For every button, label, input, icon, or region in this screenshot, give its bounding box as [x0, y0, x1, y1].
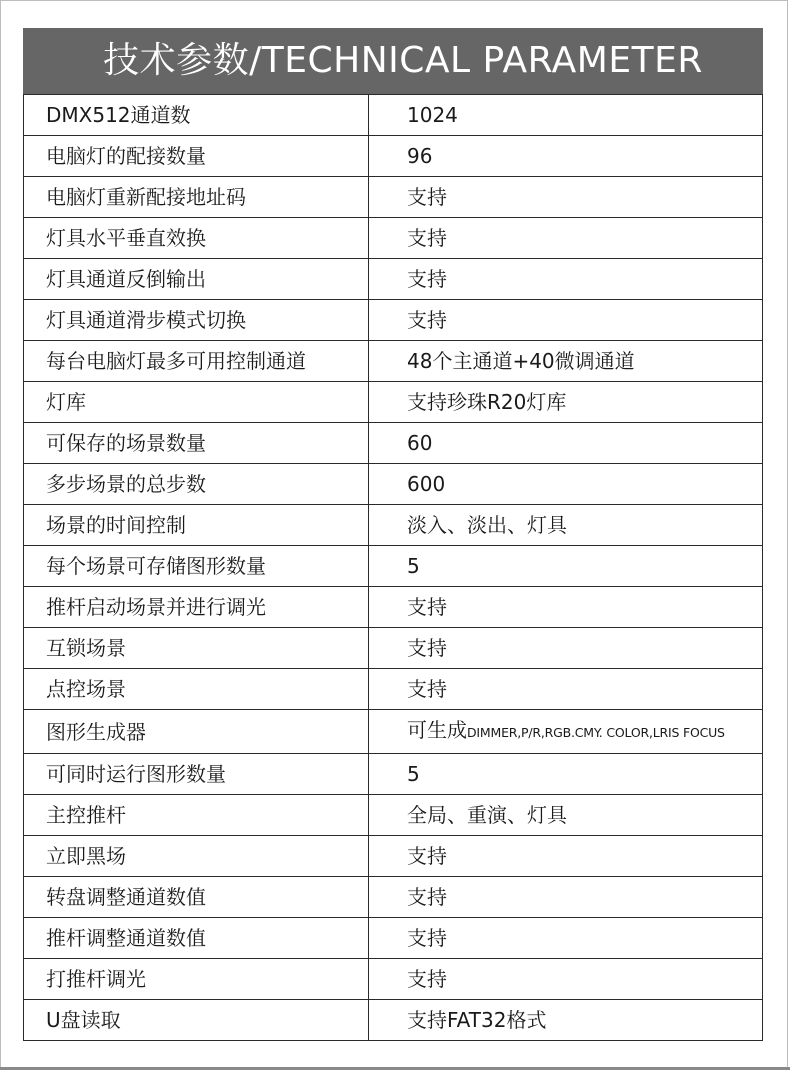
param-value: 支持: [369, 587, 763, 628]
table-row: [24, 505, 763, 546]
param-value: 5: [369, 754, 763, 795]
param-name: 点控场景: [24, 669, 369, 710]
param-name: 互锁场景: [24, 628, 369, 669]
param-value: 支持珍珠R20灯库: [369, 382, 763, 423]
table-row: [24, 136, 763, 177]
param-name: 主控推杆: [24, 795, 369, 836]
param-name: 灯库: [24, 382, 369, 423]
param-name: 推杆调整通道数值: [24, 918, 369, 959]
table-row: [24, 918, 763, 959]
param-name: 电脑灯的配接数量: [24, 136, 369, 177]
param-value: 48个主通道+40微调通道: [369, 341, 763, 382]
table-row: [24, 341, 763, 382]
table-row: [24, 1000, 763, 1041]
table-row: [24, 95, 763, 136]
param-name: 电脑灯重新配接地址码: [24, 177, 369, 218]
table-row: [24, 710, 763, 754]
param-name: 每个场景可存储图形数量: [24, 546, 369, 587]
param-name: 立即黑场: [24, 836, 369, 877]
table-row: [24, 669, 763, 710]
table-row: [24, 836, 763, 877]
table-row: [24, 587, 763, 628]
param-value: 支持: [369, 628, 763, 669]
table-row: [24, 546, 763, 587]
param-value-main: 可生成: [407, 718, 467, 742]
param-value: [369, 710, 763, 754]
param-name: 可同时运行图形数量: [24, 754, 369, 795]
param-name: 图形生成器: [24, 710, 369, 754]
param-name: 打推杆调光: [24, 959, 369, 1000]
table-row: [24, 177, 763, 218]
param-name: 场景的时间控制: [24, 505, 369, 546]
param-name: 多步场景的总步数: [24, 464, 369, 505]
param-value: 60: [369, 423, 763, 464]
param-value-detail: DIMMER,P/R,RGB.CMY. COLOR,LRIS FOCUS: [467, 725, 725, 740]
param-value: 支持: [369, 959, 763, 1000]
table-row: [24, 464, 763, 505]
param-name: 灯具水平垂直效换: [24, 218, 369, 259]
table-row: [24, 218, 763, 259]
param-value: 支持: [369, 177, 763, 218]
param-name: 灯具通道反倒输出: [24, 259, 369, 300]
param-value: 支持: [369, 877, 763, 918]
table-row: [24, 795, 763, 836]
param-name: 每台电脑灯最多可用控制通道: [24, 341, 369, 382]
param-name: 可保存的场景数量: [24, 423, 369, 464]
param-value: 支持: [369, 300, 763, 341]
param-name: U盘读取: [24, 1000, 369, 1041]
param-value: 全局、重演、灯具: [369, 795, 763, 836]
param-value: 支持: [369, 669, 763, 710]
table-row: [24, 754, 763, 795]
param-value: 支持: [369, 918, 763, 959]
param-value: 支持FAT32格式: [369, 1000, 763, 1041]
param-value: 5: [369, 546, 763, 587]
param-name: DMX512通道数: [24, 95, 369, 136]
table-row: [24, 382, 763, 423]
param-name: 推杆启动场景并进行调光: [24, 587, 369, 628]
param-value: 支持: [369, 836, 763, 877]
param-value: 96: [369, 136, 763, 177]
param-name: 灯具通道滑步模式切换: [24, 300, 369, 341]
param-value: 支持: [369, 259, 763, 300]
table-row: [24, 259, 763, 300]
param-value: 淡入、淡出、灯具: [369, 505, 763, 546]
param-name: 转盘调整通道数值: [24, 877, 369, 918]
table-row: [24, 423, 763, 464]
param-value: 1024: [369, 95, 763, 136]
table-row: [24, 628, 763, 669]
page-title: 技术参数/TECHNICAL PARAMETER: [23, 28, 763, 94]
table-row: [24, 877, 763, 918]
param-value: 600: [369, 464, 763, 505]
param-value: 支持: [369, 218, 763, 259]
table-row: [24, 959, 763, 1000]
table-row: [24, 300, 763, 341]
technical-parameter-table: [23, 94, 763, 1041]
